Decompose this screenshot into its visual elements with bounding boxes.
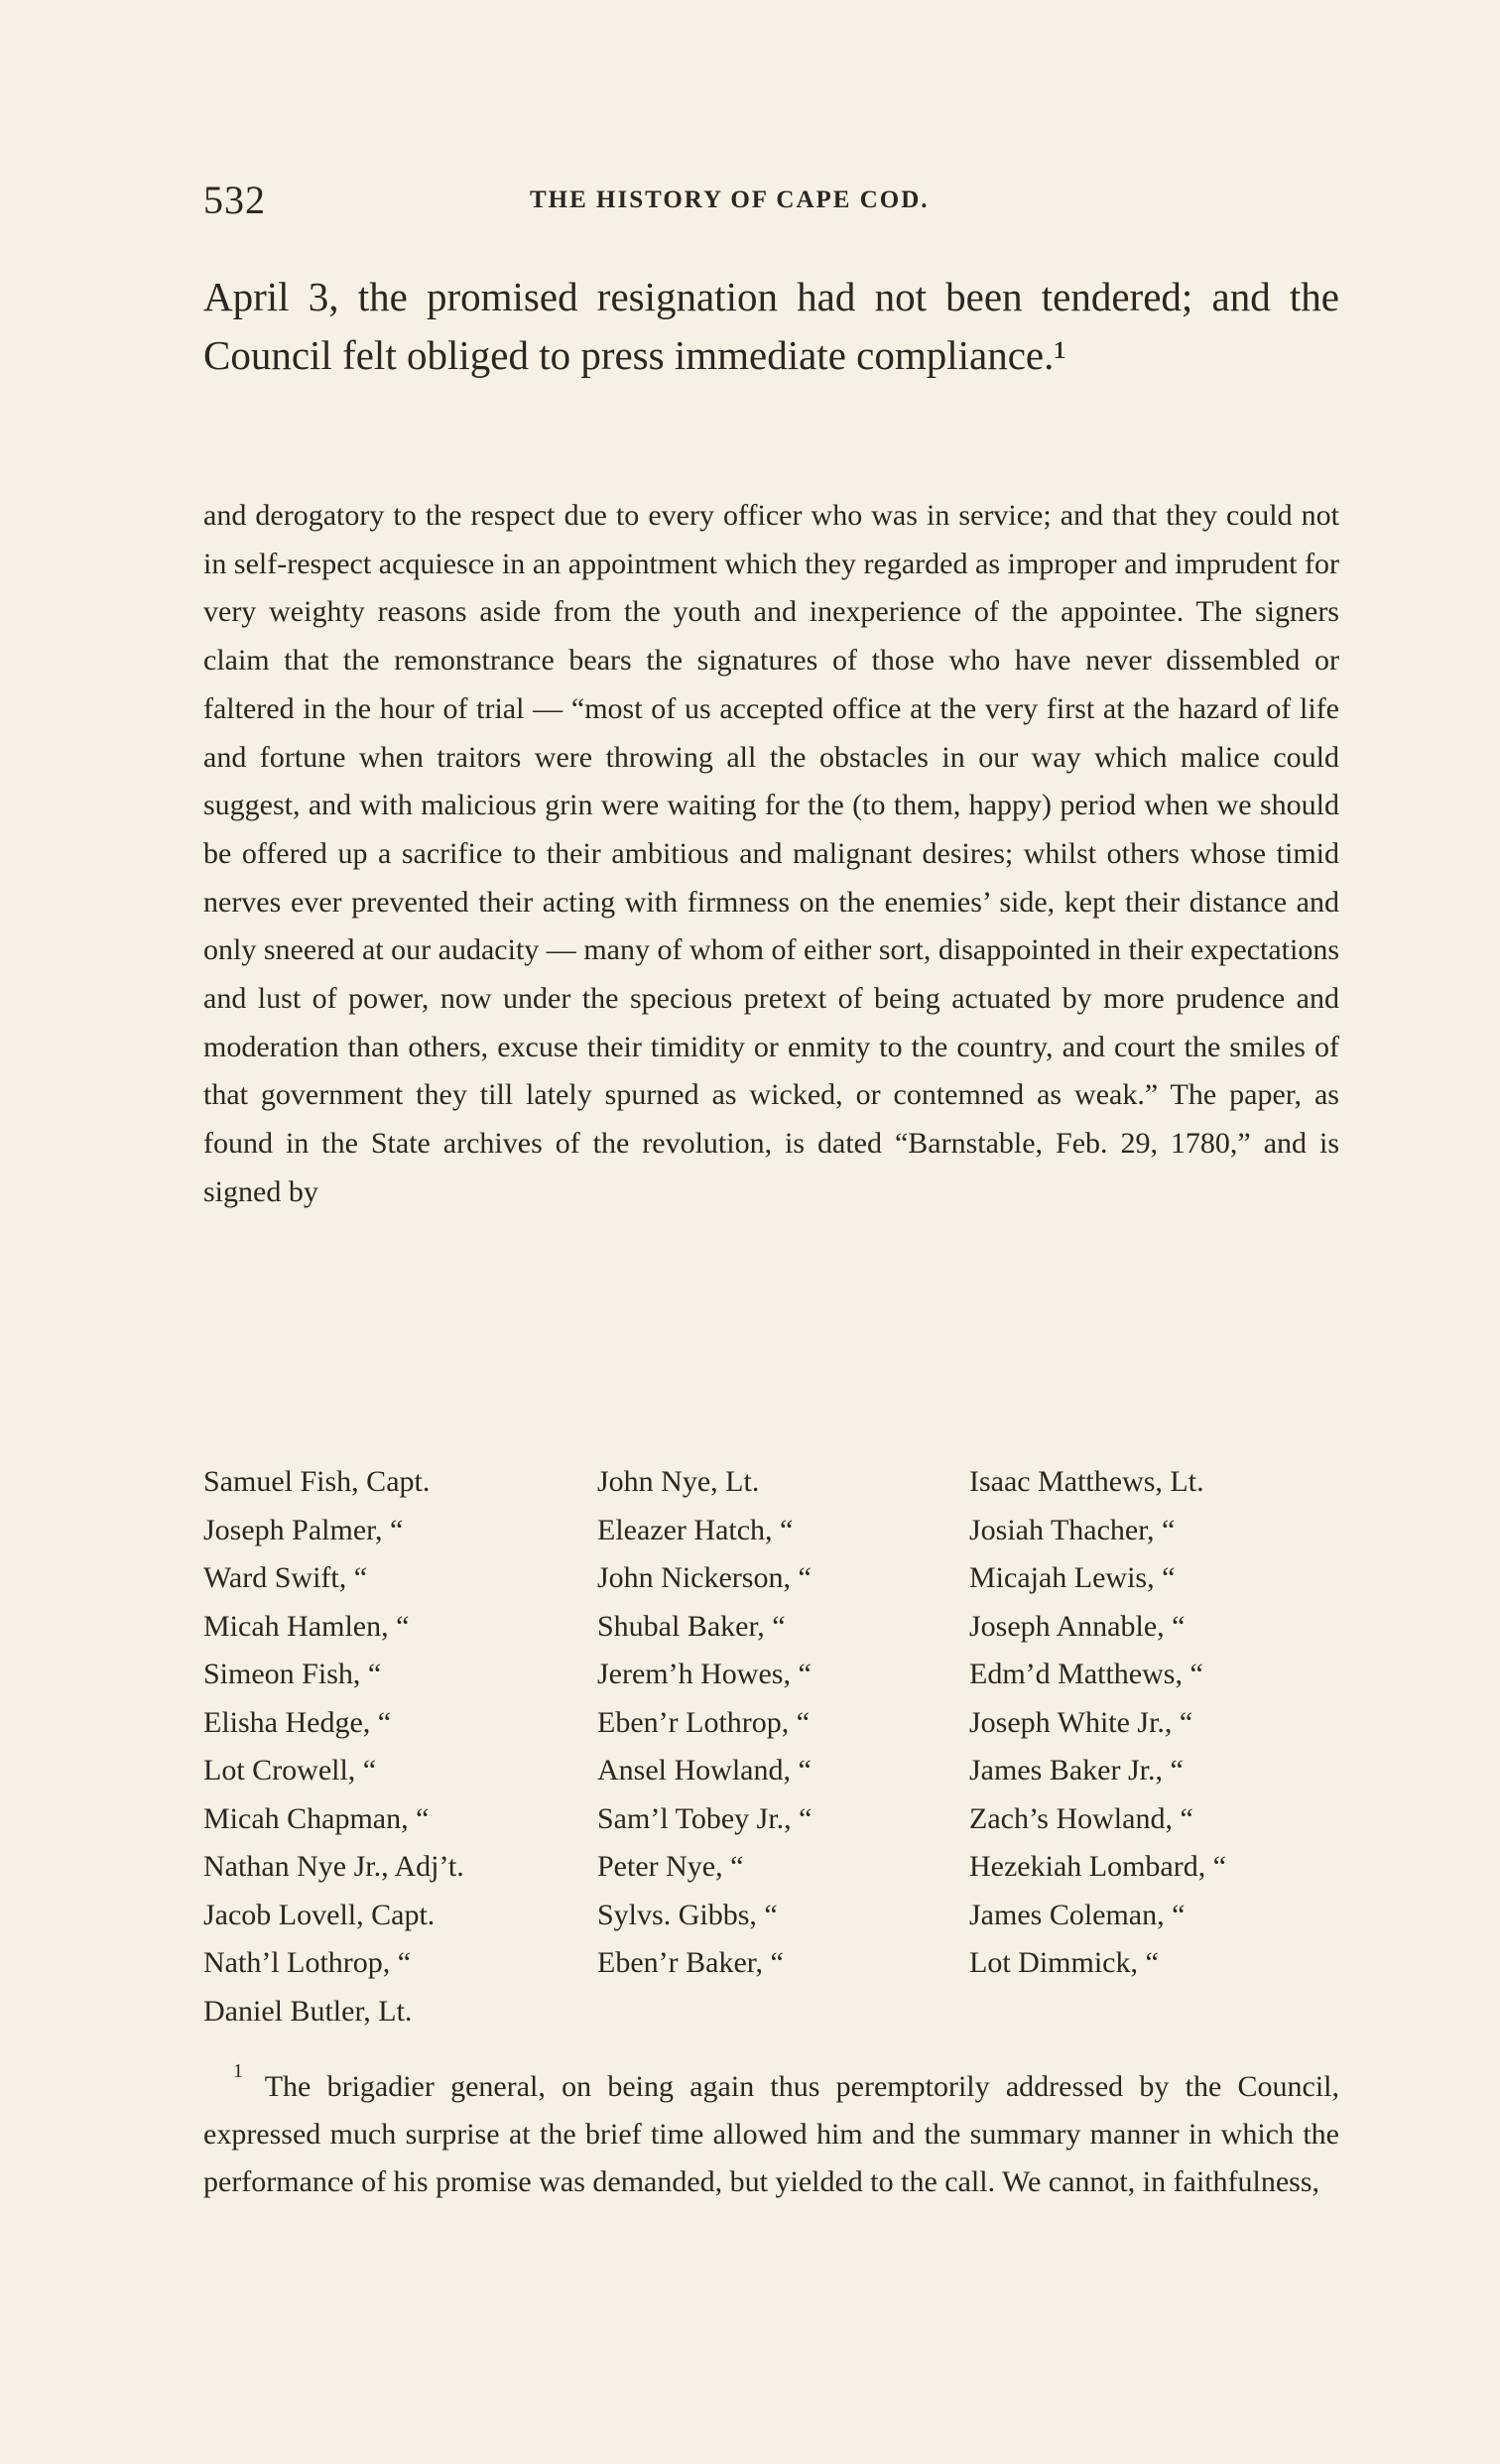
signer-name: Joseph Palmer, “: [203, 1513, 404, 1546]
signer-name: Edm’d Matthews, “: [969, 1658, 1203, 1690]
signer-name: Joseph Annable, “: [969, 1609, 1186, 1643]
signer-name: Micah Chapman, “: [203, 1801, 430, 1835]
signer-name: Ansel Howland, “: [597, 1754, 812, 1786]
signer-name: Elisha Hedge, “: [203, 1705, 392, 1739]
footnote: [203, 2055, 1339, 2206]
signer-name: Samuel Fish, Capt.: [203, 1465, 431, 1498]
signer-name: Zach’s Howland, “: [969, 1801, 1193, 1835]
signer-name: John Nye, Lt.: [597, 1465, 760, 1498]
signer-name: John Nickerson, “: [597, 1561, 812, 1594]
signer-name: Micajah Lewis, “: [969, 1561, 1176, 1594]
signer-name: Micah Hamlen, “: [203, 1609, 410, 1643]
signer-name: Lot Crowell, “: [203, 1754, 377, 1786]
signer-name: Daniel Butler, Lt.: [203, 1994, 413, 2028]
signer-name: Isaac Matthews, Lt.: [969, 1465, 1204, 1498]
signer-name: Eben’r Baker, “: [597, 1946, 784, 1979]
signer-name: James Baker Jr., “: [969, 1754, 1184, 1786]
signer-name: Eben’r Lothrop, “: [597, 1705, 811, 1739]
signer-name: Sylvs. Gibbs, “: [597, 1898, 778, 1931]
lead-paragraph: April 3, the promised resignation had not been tendered; and the Council felt obliged to press immediate compliance.¹: [203, 274, 1339, 378]
signer-name: Joseph White Jr., “: [969, 1705, 1193, 1739]
quoted-paragraph: and derogatory to the respect due to every officer who was in service; and that they could not in self-respect acquiesce in an appointment which they regarded as improper and imprudent for very weighty reasons aside from the youth and inexperience of the appointee. The signers claim that the remonstrance bears the signatures of those who have never dissembled or faltered in the hour of trial — “most of us accepted office at the very first at the hazard of life and fortune when traitors were throwing all the obstacles in our way which malice could suggest, and with malicious grin were waiting for the (to them, happy) period when we should be offered up a sacrifice to their ambitious and malignant desires; whilst others whose timid nerves ever prevented their acting with firmness on the enemies’ side, kept their distance and only sneered at our audacity — many of whom of either sort, disappointed in their expectations and lust of power, now under the specious pretext of being actuated by more prudence and moderation than others, excuse their timidity or enmity to the country, and court the smiles of that government they till lately spurned as wicked, or contemned as weak.” The paper, as found in the State archives of the revolution, is dated “Barnstable, Feb. 29, 1780,” and is signed by: [203, 499, 1339, 1208]
signer-name: Jerem’h Howes, “: [597, 1658, 812, 1690]
signer-name: Josiah Thacher, “: [969, 1513, 1176, 1546]
signer-name: Ward Swift, “: [203, 1561, 368, 1594]
signer-name: Jacob Lovell, Capt.: [203, 1898, 436, 1931]
signers-column-2: [597, 1458, 944, 1988]
signer-name: Eleazer Hatch, “: [597, 1513, 794, 1546]
signer-name: Hezekiah Lombard, “: [969, 1850, 1227, 1883]
signer-name: Nathan Nye Jr., Adj’t.: [203, 1850, 464, 1883]
signers-list: [203, 1458, 1339, 2043]
running-title: THE HISTORY OF CAPE COD.: [530, 186, 930, 213]
signers-column-3: [969, 1458, 1341, 1988]
signer-name: Sam’l Tobey Jr., “: [597, 1801, 812, 1835]
footnote-marker: 1: [233, 2060, 243, 2082]
signer-name: James Coleman, “: [969, 1898, 1186, 1931]
page-number: 532: [203, 178, 266, 222]
signers-column-1: [203, 1458, 561, 2035]
signer-name: Peter Nye, “: [597, 1850, 744, 1883]
signer-name: Lot Dimmick, “: [969, 1946, 1159, 1979]
signer-name: Nath’l Lothrop, “: [203, 1946, 412, 1979]
signer-name: Shubal Baker, “: [597, 1609, 786, 1643]
signer-name: Simeon Fish, “: [203, 1658, 382, 1690]
footnote-text: The brigadier general, on being again thus peremptorily addressed by the Council, expressed much surprise at the brief time allowed him and the summary manner in which the performance of his promise was demanded, but yielded to the call. We cannot, in faithfulness,: [203, 2070, 1339, 2198]
running-head: [203, 177, 1344, 236]
